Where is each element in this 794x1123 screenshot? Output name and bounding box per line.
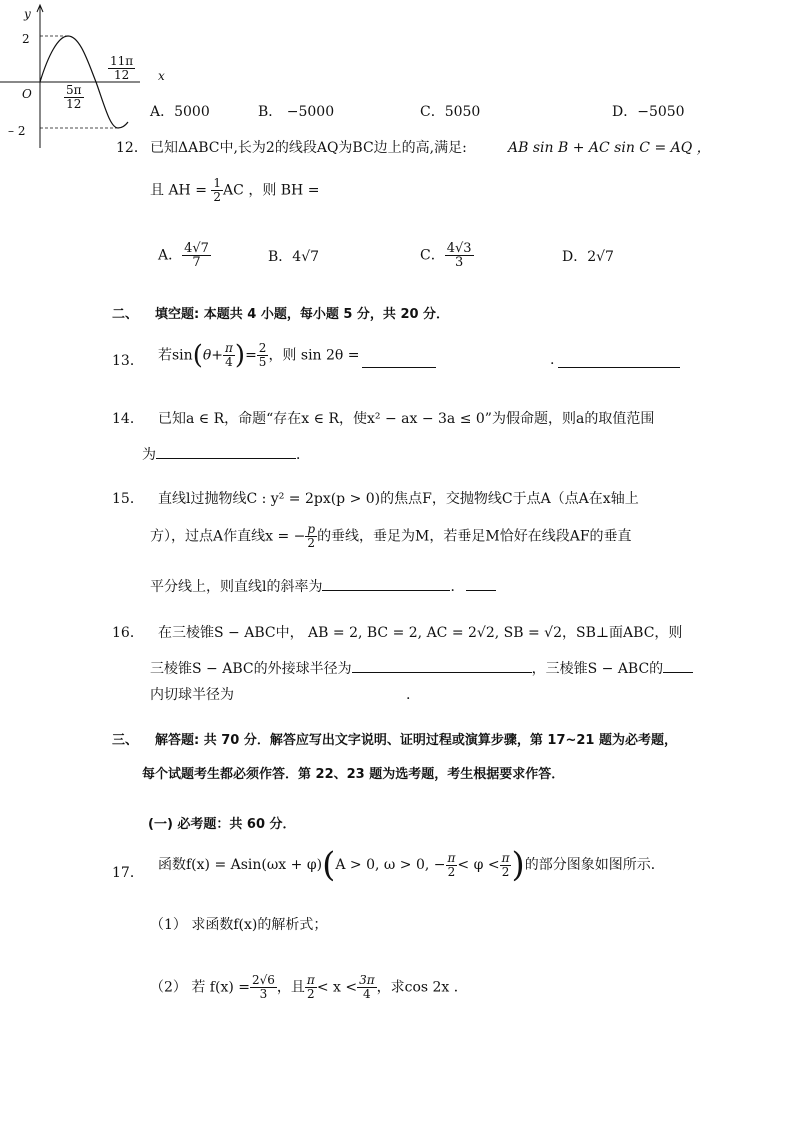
q16-line2: 三棱锥S − ABC的外接球半径为 ，三棱锥S − ABC的 <box>150 658 693 676</box>
q13-number: 13． <box>112 353 144 369</box>
section3-line2: 每个试题考生都必须作答．第 22、23 题为选考题，考生根据要求作答． <box>142 767 565 782</box>
q16-line3: 内切球半径为 . <box>150 687 411 703</box>
q12-option-d: D．2√7 <box>562 249 614 265</box>
q17-part2: （2） 若 f(x) = $\frac{2√6}{3}$ ，且 $\frac{\pi}{2}$ < x < $\frac{3\pi}{4}$ ，求cos 2x ． <box>150 973 468 1001</box>
graph-y-label: y <box>24 7 31 21</box>
q13-answer-blank-2[interactable] <box>558 353 680 368</box>
section3-number: 三、 <box>112 733 139 748</box>
graph-origin: O <box>22 87 32 101</box>
q13-stem: 若sin(θ+ $\frac{\pi}{4}$ )= $\frac{2}{5}$ ，则 sin 2θ = <box>158 340 360 371</box>
q11-option-c: C．5050 <box>420 104 481 120</box>
q12-option-c: C． $\frac{4√3}{3}$ <box>420 241 472 270</box>
q14-line2: 为 ． <box>142 444 310 462</box>
section2-title: 填空题: 本题共 4 小题，每小题 5 分，共 20 分． <box>155 307 450 322</box>
q13-answer-blank-1[interactable] <box>362 353 436 368</box>
q12-stem: 已知ΔABC中,长为2的线段AQ为BC边上的高,满足: <box>150 140 467 156</box>
q12-number: 12． <box>116 140 148 156</box>
q17-number: 17． <box>112 865 144 881</box>
q17-part1: （1） 求函数f(x)的解析式； <box>150 917 328 933</box>
q12-condition <box>150 177 319 204</box>
graph-y-max: 2 <box>22 32 30 46</box>
q12-condition-pre: 且 AH = <box>150 182 212 199</box>
q15-trailing-line <box>466 576 496 591</box>
q12-option-a: A． $\frac{4√7}{7}$ <box>158 241 209 270</box>
graph-x-label: x <box>158 69 165 83</box>
q14-line1: 已知a ∈ R，命题“存在x ∈ R，使x² − ax − 3a ≤ 0”为假命题，则a的取值范围 <box>158 411 655 427</box>
q15-answer-blank[interactable] <box>322 576 450 591</box>
q12-half: $\frac{1}{2}$ <box>213 176 222 204</box>
section2-number: 二、 <box>112 307 139 322</box>
q12-vector-equation: AB sin B + AC sin C = AQ ， <box>508 140 711 156</box>
q15-line1: 直线l过抛物线C : y² = 2px(p > 0)的焦点F，交抛物线C于点A（点A在x轴上 <box>158 491 639 507</box>
graph-x2-label: $\frac{11\pi}{12}$ <box>110 54 134 82</box>
q16-answer-blank-1[interactable] <box>352 658 532 673</box>
q15-number: 15． <box>112 491 144 507</box>
q12-option-b: B．4√7 <box>268 249 320 265</box>
q17-stem: 函数f(x) = Asin(ωx + φ)(A > 0, ω > 0, − $\frac{\pi}{2}$ < φ < $\frac{\pi}{2}$ )的部分图象如图所示． <box>158 845 665 885</box>
q14-number: 14． <box>112 411 144 427</box>
q14-answer-blank[interactable] <box>156 444 296 459</box>
q11-option-a: A．5000 <box>150 104 210 120</box>
graph-x1-label: $\frac{5\pi}{12}$ <box>66 83 82 111</box>
section3-line1: 解答题: 共 70 分．解答应写出文字说明、证明过程或演算步骤，第 17~21 题为必考题， <box>155 733 677 748</box>
q11-option-d: D．−5050 <box>612 104 685 120</box>
q12-condition-post: AC ，则 BH = <box>223 182 320 199</box>
q15-line2: 方），过点A作直线x = − $\frac{p}{2}$ 的垂线，垂足为M，若垂足M恰好在线段AF的垂直 <box>150 522 632 550</box>
q13-dot: . <box>550 352 555 368</box>
graph-y-min: – 2 <box>8 124 26 138</box>
section3-subheading: (一) 必考题：共 60 分． <box>148 817 296 832</box>
q16-trailing-line <box>663 658 693 673</box>
q16-line1: 在三棱锥S − ABC中， AB = 2, BC = 2, AC = 2√2, SB = √2，SB⊥面ABC，则 <box>158 625 683 641</box>
q16-number: 16． <box>112 625 144 641</box>
q11-option-b: B． −5000 <box>258 104 335 120</box>
q15-line3: 平分线上，则直线l的斜率为 ． <box>150 576 496 594</box>
